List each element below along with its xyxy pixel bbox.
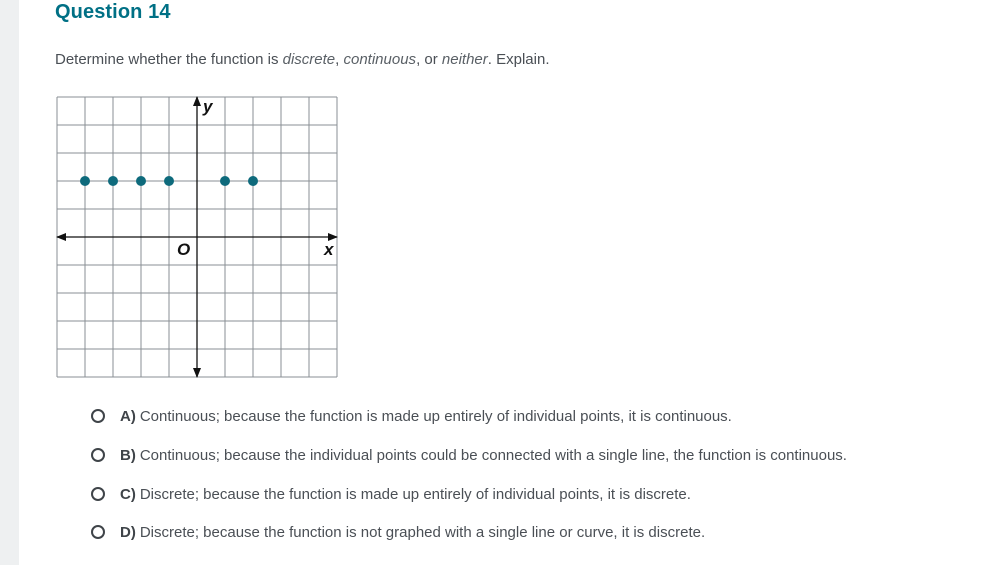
prompt-lead: Determine whether the function is [55, 51, 283, 68]
prompt-term-continuous: continuous [343, 51, 417, 68]
choice-b-text: Continuous; because the individual points could be connected with a single line, the function is continuous. [139, 446, 847, 464]
data-point [80, 176, 90, 186]
choice-a-letter: A) [120, 407, 136, 425]
choice-b-letter: B) [120, 446, 136, 464]
data-point [164, 176, 174, 186]
prompt-term-neither: neither [441, 51, 488, 68]
prompt-term-discrete: discrete [282, 51, 336, 68]
prompt-sep-1: , [335, 51, 344, 68]
radio-button-a[interactable] [91, 409, 105, 423]
choice-a[interactable] [91, 403, 732, 429]
choice-d-text: Discrete; because the function is not graphed with a single line or curve, it is discrete. [139, 523, 706, 541]
choice-a-text: Continuous; because the function is made up entirely of individual points, it is continuous. [139, 407, 732, 425]
question-prompt [55, 51, 549, 68]
choice-d-letter: D) [120, 523, 136, 541]
choice-c-letter: C) [120, 485, 136, 503]
x-axis-label: x [324, 240, 334, 259]
choice-b[interactable] [91, 442, 847, 468]
data-point [136, 176, 146, 186]
radio-button-b[interactable] [91, 448, 105, 462]
left-rail [0, 0, 19, 565]
question-title: Question 14 [55, 1, 171, 23]
choice-d[interactable] [91, 519, 705, 545]
prompt-sep-2: , or [416, 51, 442, 68]
choice-c-text: Discrete; because the function is made up entirely of individual points, it is discrete. [139, 485, 691, 503]
radio-button-d[interactable] [91, 525, 105, 539]
origin-label: O [177, 240, 191, 259]
data-point [220, 176, 230, 186]
graph-axes [57, 97, 337, 377]
data-point [108, 176, 118, 186]
coordinate-graph [55, 93, 355, 383]
question-panel [55, 0, 975, 565]
data-point [248, 176, 258, 186]
y-axis-label: y [203, 97, 213, 116]
prompt-tail: . Explain. [487, 51, 550, 68]
choice-c[interactable] [91, 481, 691, 507]
radio-button-c[interactable] [91, 487, 105, 501]
